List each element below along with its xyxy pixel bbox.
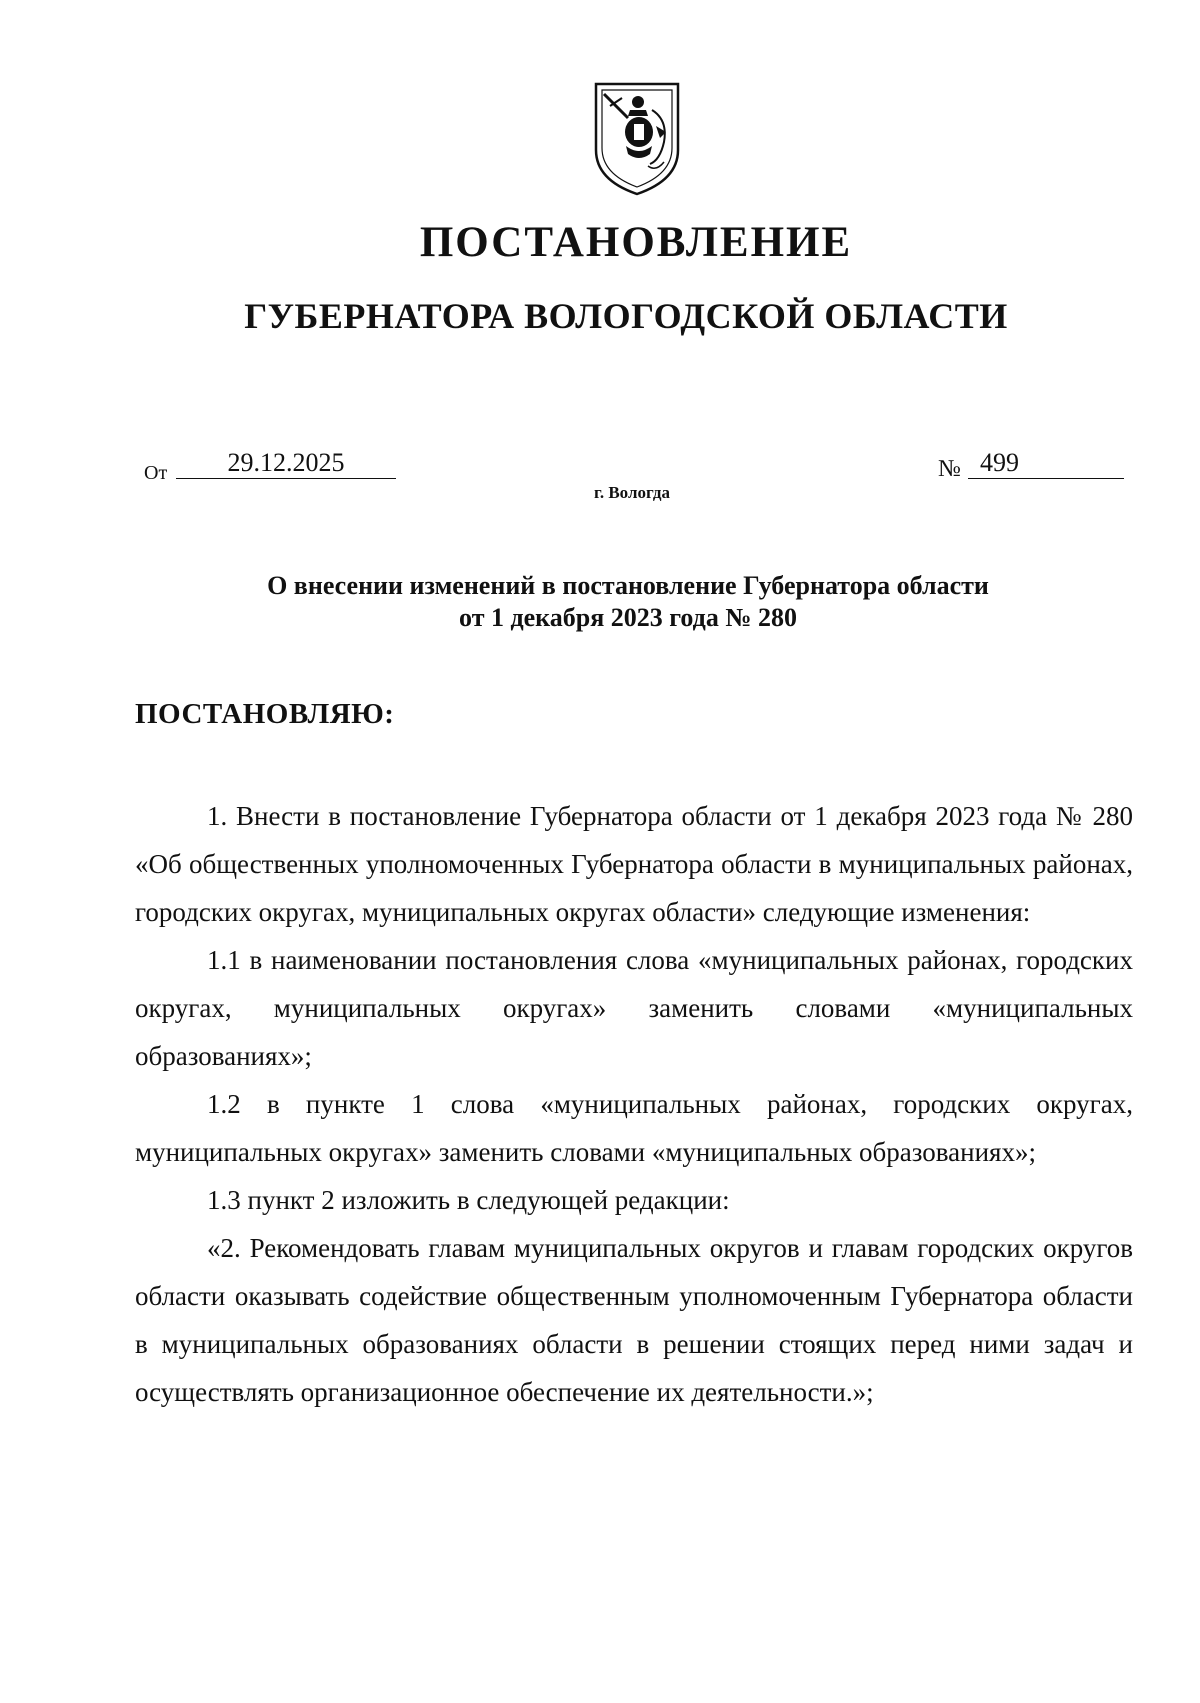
document-body (135, 792, 1133, 1416)
paragraph-quoted-2: «2. Рекомендовать главам муниципальных округов и главам городских округов области оказывать содействие общественным уполномоченным Губернатора области в муниципальных образованиях области в решении стоящих перед ними задач и осуществлять организационное обеспечение их деятельности.»; (135, 1233, 1133, 1407)
date-prefix: От (144, 462, 168, 484)
subject-line-2: от 1 декабря 2023 года № 280 (459, 603, 797, 632)
number-prefix: № (938, 456, 961, 482)
document-subject (28, 570, 1200, 634)
paragraph-1: 1. Внести в постановление Губернатора области от 1 декабря 2023 года № 280 «Об общественных уполномоченных Губернатора области в муниципальных районах, городских округах, муниципальных округах области» следующие изменения: (135, 801, 1133, 927)
document-subtitle: ГУБЕРНАТОРА ВОЛОГОДСКОЙ ОБЛАСТИ (244, 296, 1008, 336)
coat-of-arms-icon (590, 80, 684, 198)
document-title: ПОСТАНОВЛЕНИЕ (419, 219, 853, 266)
city-label: г. Вологда (594, 483, 670, 502)
subject-line-1: О внесении изменений в постановление Губернатора области (267, 571, 989, 600)
paragraph-1-3: 1.3 пункт 2 изложить в следующей редакции: (207, 1185, 730, 1215)
paragraph-1-1: 1.1 в наименовании постановления слова «муниципальных районах, городских округах, муниципальных округах» заменить словами «муниципальных образованиях»; (135, 945, 1133, 1071)
document-number: 499 (968, 448, 1124, 479)
decree-heading: ПОСТАНОВЛЯЮ: (135, 698, 395, 730)
document-date: 29.12.2025 (176, 448, 396, 479)
paragraph-1-2: 1.2 в пункте 1 слова «муниципальных районах, городских округах, муниципальных округах» заменить словами «муниципальных образованиях»; (135, 1089, 1133, 1167)
